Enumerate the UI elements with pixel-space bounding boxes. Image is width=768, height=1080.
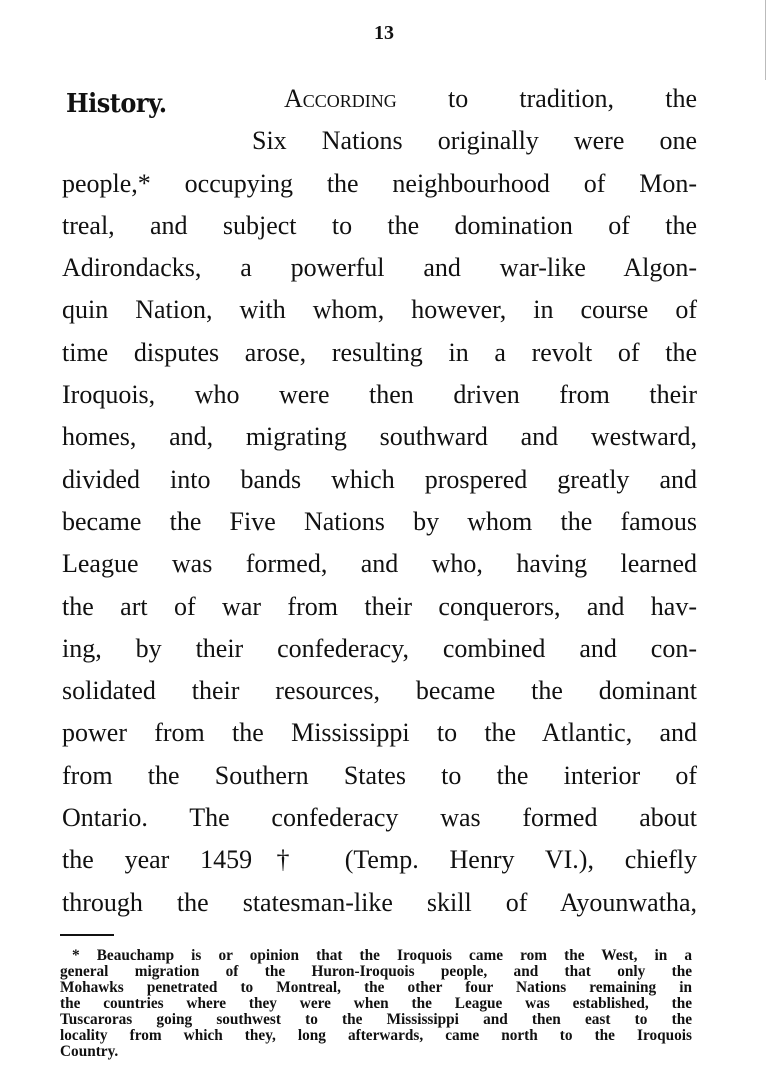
body-line: people,* occupying the neighbourhood of Mon- (62, 168, 697, 198)
body-line: the art of war from their conquerors, and hav- (62, 591, 697, 621)
body-line: became the Five Nations by whom the famous (62, 506, 697, 536)
footnote-line: Tuscaroras going southwest to the Mississippi and then east to the (60, 1011, 692, 1028)
body-line: divided into bands which prospered greatly and (62, 464, 697, 494)
body-line: the year 1459† (Temp. Henry VI.), chiefly (62, 845, 697, 875)
footnote-line: general migration of the Huron-Iroquois people, and that only the (60, 963, 692, 980)
sidenote-heading: History. (66, 86, 167, 119)
body-line: homes, and, migrating southward and westward, (62, 422, 697, 452)
body-line: through the statesman-like skill of Ayounwatha, (62, 887, 697, 917)
footnote-line: the countries where they were when the League was established, the (60, 995, 692, 1012)
body-line: Adirondacks, a powerful and war-like Algon- (62, 253, 697, 283)
body-line: Ontario. The confederacy was formed about (62, 803, 697, 833)
footnote-rule (60, 934, 114, 936)
body-line: treal, and subject to the domination of the (62, 210, 697, 240)
line-text: to tradition, the (396, 84, 697, 113)
body-line: League was formed, and who, having learned (62, 549, 697, 579)
footnote-line: Mohawks penetrated to Montreal, the other four Nations remaining in (60, 979, 692, 996)
body-line: quin Nation, with whom, however, in course of (62, 295, 697, 325)
body-line: ing, by their confederacy, combined and con- (62, 633, 697, 663)
body-line (284, 78, 697, 120)
footnote-line: * Beauchamp is or opinion that the Iroquois came rom the West, in a (72, 947, 692, 964)
body-text (62, 78, 697, 924)
footnote-line: locality from which they, long afterwards, came north to the Iroquois (60, 1027, 692, 1044)
footnote-line: Country. (60, 1043, 119, 1060)
body-line: from the Southern States to the interior of (62, 760, 697, 790)
page-number: 13 (374, 22, 394, 44)
body-line: Iroquois, who were then driven from their (62, 380, 697, 410)
body-line: time disputes arose, resulting in a revolt of the (62, 337, 697, 367)
footnote (60, 948, 692, 1060)
opening-word: According (284, 84, 397, 113)
body-line: power from the Mississippi to the Atlantic, and (62, 718, 697, 748)
body-line: Six Nations originally were one (252, 126, 697, 156)
body-line: solidated their resources, became the dominant (62, 676, 697, 706)
